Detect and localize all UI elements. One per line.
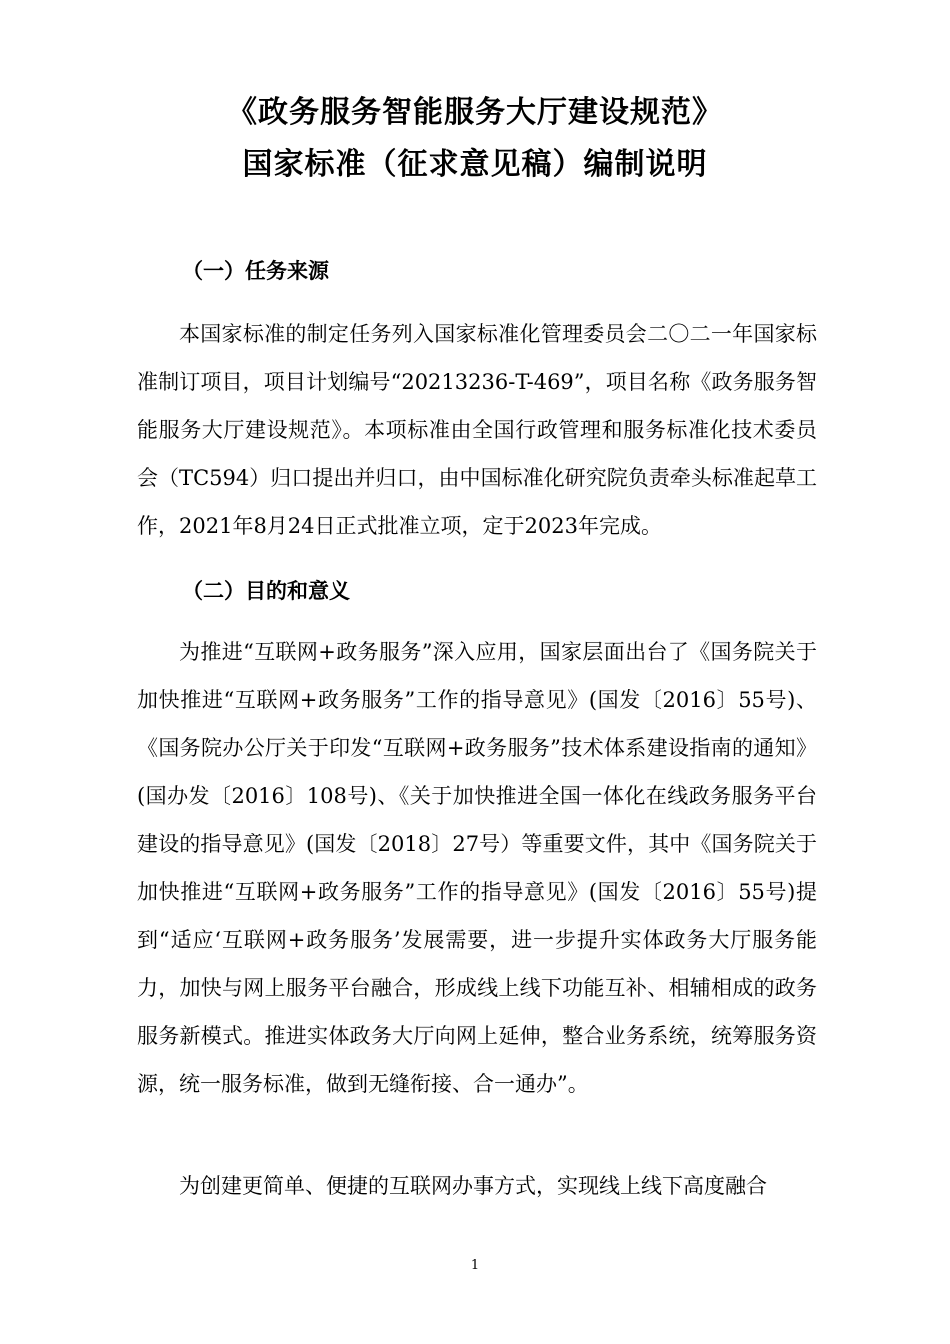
page-number: 1 [470,1258,480,1273]
section-heading-task-source: （一）任务来源 [182,259,329,283]
paragraph-task-source: 本国家标准的制定任务列入国家标准化管理委员会二〇二一年国家标准制订项目，项目计划编号“20213236-T-469”，项目名称《政务服务智能服务大厅建设规范》。本项标准由全国行政管理和服务标准化技术委员会（TC594）归口提出并归口，由中国标准化研究院负责牵头标准起草工作，2021年8月24日正式批准立项，定于2023年完成。 [137,322,817,538]
section-heading-purpose: （二）目的和意义 [182,579,350,603]
document-title-line-1: 《政务服务智能服务大厅建设规范》 [227,95,723,130]
document-title-line-2: 国家标准（征求意见稿）编制说明 [242,147,708,182]
paragraph-purpose-1: 为推进“互联网+政务服务”深入应用，国家层面出台了《国务院关于加快推进“互联网+政务服务”工作的指导意见》(国发〔2016〕55号)、《国务院办公厅关于印发“互联网+政务服务”技术体系建设指南的通知》(国办发〔2016〕108号)、《关于加快推进全国一体化在线政务服务平台建设的指导意见》(国发〔2018〕27号）等重要文件，其中《国务院关于加快推进“互联网+政务服务”工作的指导意见》(国发〔2016〕55号)提到“适应‘互联网+政务服务’发展需要，进一步提升实体政务大厅服务能力，加快与网上服务平台融合，形成线上线下功能互补、相辅相成的政务服务新模式。推进实体政务大厅向网上延伸，整合业务系统，统筹服务资源，统一服务标准，做到无缝衔接、合一通办”。 [137,640,817,1096]
paragraph-purpose-2: 为创建更简单、便捷的互联网办事方式，实现线上线下高度融合 [179,1174,767,1198]
